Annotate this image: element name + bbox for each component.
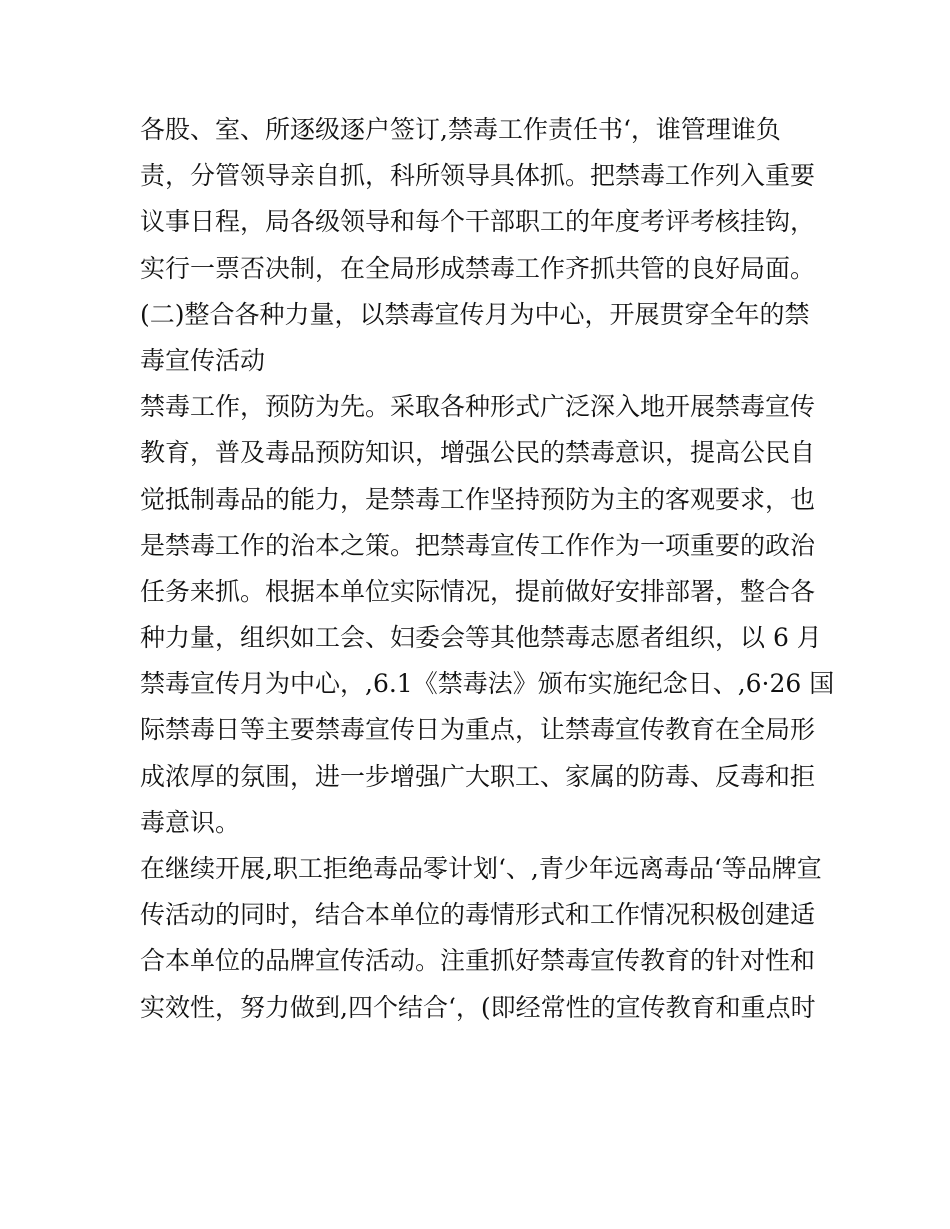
text-line: 传活动的同时，结合本单位的毒情形式和工作情况积极创建适 [140, 900, 816, 930]
document-body [140, 107, 835, 1031]
text-line: 禁毒宣传月为中心，,6.1《禁毒法》颁布实施纪念日、,6·26 国 [140, 669, 835, 699]
text-line: 任务来抓。根据本单位实际情况，提前做好安排部署，整合各 [140, 576, 816, 606]
text-line: 种力量，组织如工会、妇委会等其他禁毒志愿者组织，以 6 月 [140, 623, 822, 653]
text-line: 成浓厚的氛围，进一步增强广大职工、家属的防毒、反毒和拒 [140, 761, 816, 791]
text-line: 实效性，努力做到,四个结合‘，(即经常性的宣传教育和重点时 [140, 992, 816, 1022]
section-heading-line: (二)整合各种力量，以禁毒宣传月为中心，开展贯穿全年的禁 [140, 299, 810, 329]
text-line: 觉抵制毒品的能力，是禁毒工作坚持预防为主的客观要求，也 [140, 484, 816, 514]
text-line: 是禁毒工作的治本之策。把禁毒宣传工作作为一项重要的政治 [140, 530, 816, 560]
text-line: 实行一票否决制，在全局形成禁毒工作齐抓共管的良好局面。 [140, 253, 816, 283]
text-line: 际禁毒日等主要禁毒宣传日为重点，让禁毒宣传教育在全局形 [140, 715, 816, 745]
text-line: 各股、室、所逐级逐户签订,禁毒工作责任书‘，谁管理谁负 [140, 115, 781, 144]
text-line: 在继续开展,职工拒绝毒品零计划‘、,青少年远离毒品‘等品牌宣 [140, 854, 822, 883]
section-heading-line: 毒宣传活动 [140, 345, 266, 375]
text-line: 合本单位的品牌宣传活动。注重抓好禁毒宣传教育的针对性和 [140, 946, 816, 976]
text-line: 责，分管领导亲自抓，科所领导具体抓。把禁毒工作列入重要 [140, 161, 816, 191]
text-line: 禁毒工作，预防为先。采取各种形式广泛深入地开展禁毒宣传 [140, 392, 816, 422]
text-line: 毒意识。 [140, 807, 241, 837]
text-line: 教育，普及毒品预防知识，增强公民的禁毒意识，提高公民自 [140, 438, 816, 468]
text-line: 议事日程，局各级领导和每个干部职工的年度考评考核挂钩， [140, 207, 816, 237]
